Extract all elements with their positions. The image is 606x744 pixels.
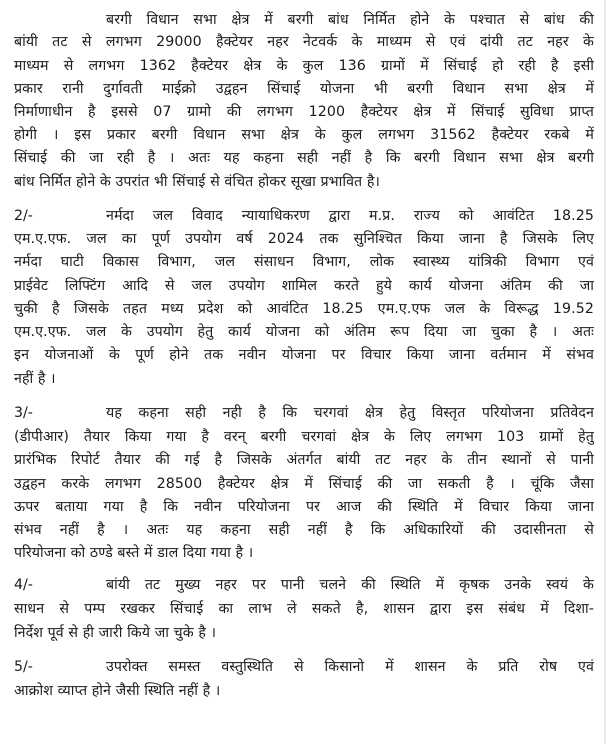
para-2-line-4: प्राईवेट लिफ्टिंग आदि से जल उपयोग शामिल करते हुये कार्य योजना अंतिम की जा	[14, 278, 594, 294]
para-2-number: 2/-	[14, 208, 33, 224]
para-3-line-7: परियोजना को ठण्डे बस्ते में डाल दिया गया है ।	[14, 545, 254, 561]
para-2-line-2: एम.ए.एफ. जल का पूर्ण उपयोग वर्ष 2024 तक सुनिश्चित किया जाना है जिसके लिए	[14, 231, 594, 247]
para-1-line-4: प्रकार रानी दुर्गावती माईक्रो उद्वहन सिंचाई योजना भी बरगी विधान सभा क्षेत्र में	[14, 81, 594, 97]
para-3-number: 3/-	[14, 405, 33, 421]
para-1-line-8: बांध निर्मित होने के उपरांत भी सिंचाई से वंचित होकर सूखा प्रभावित है।	[14, 174, 380, 190]
para-3-line-1: यह कहना सही नही है कि चरगवां क्षेत्र हेतु विस्तृत परियोजना प्रतिवेदन	[106, 405, 594, 421]
para-5-line-2: आक्रोश व्याप्त होने जैसी स्थिति नहीं है ।	[14, 683, 221, 699]
para-4-line-3: निर्देश पूर्व से ही जारी किये जा चुके है ।	[14, 625, 217, 641]
para-1-line-2: बांयी तट से लगभग 29000 हैक्टेयर नहर नेटवर्क के माध्यम से एवं दांयी तट नहर के	[14, 34, 594, 50]
para-3-line-6: संभव नहीं है । अतः यह कहना सही नहीं है कि अधिकारियों की उदासीनता से	[14, 522, 594, 538]
para-5-line-1: उपरोक्त समस्त वस्तुस्थिति से किसानो में शासन के प्रति रोष एवं	[106, 659, 594, 675]
para-3-line-2: (डीपीआर) तैयार किया गया है वरन् बरगी चरगवां क्षेत्र के लिए लगभग 103 ग्रामों हेतु	[14, 429, 594, 445]
para-1-line-3: माध्यम से लगभग 1362 हैक्टेयर क्षेत्र के कुल 136 ग्रामों में सिंचाई हो रही है इसी	[14, 58, 594, 74]
para-1-line-6: होगी । इस प्रकार बरगी विधान सभा क्षेत्र के कुल लगभग 31562 हैक्टेयर रकबे में	[14, 127, 594, 143]
para-4-number: 4/-	[14, 577, 33, 593]
para-2-line-3: नर्मदा घाटी विकास विभाग, जल संसाधन विभाग, लोक स्वास्थ्य यांत्रिकी विभाग एवं	[14, 254, 594, 270]
para-3-line-5: ऊपर बताया गया है कि नवीन परियोजना पर आज की स्थिति में विचार किया जाना	[14, 499, 594, 515]
para-4-line-1: बांयी तट मुख्य नहर पर पानी चलने की स्थिति में कृषक उनके स्वयं के	[106, 577, 594, 593]
para-1-line-5: निर्माणाधीन है इससे 07 ग्रामो की लगभग 1200 हैक्टेयर क्षेत्र में सिंचाई सुविधा प्राप्त	[14, 104, 594, 120]
para-2-line-8: नहीं है ।	[14, 371, 56, 387]
para-2-line-1: नर्मदा जल विवाद न्यायाधिकरण द्वारा म.प्र. राज्य को आवंटित 18.25	[106, 208, 594, 224]
para-2-line-6: एम.ए.एफ. जल के उपयोग हेतु कार्य योजना को अंतिम रूप दिया जा चुका है । अतः	[14, 324, 594, 340]
para-2-line-7: इन योजनाओं के पूर्ण होने तक नवीन योजना पर विचार किया जाना वर्तमान में संभव	[14, 347, 594, 363]
para-3-line-4: उद्वहन करके लगभग 28500 हैक्टेयर क्षेत्र में सिंचाई की जा सकती है । चूंकि जैसा	[14, 476, 594, 492]
para-4-line-2: साधन से पम्प रखकर सिंचाई का लाभ ले सकते है, शासन द्वारा इस संबंध में दिशा-	[14, 601, 594, 617]
para-5-number: 5/-	[14, 659, 33, 675]
para-2-line-5: चुकी है जिसके तहत मध्य प्रदेश को आवंटित 18.25 एम.ए.एफ जल के विरूद्ध 19.52	[14, 301, 594, 317]
para-1-line-7: सिंचाई की जा रही है । अतः यह कहना सही नहीं है कि बरगी विधान सभा क्षेत्र बरगी	[14, 150, 594, 166]
para-3-line-3: प्रारंभिक रिपोर्ट तैयार की गई है जिसके अंतर्गत बांयी तट नहर के तीन स्थानों से पानी	[14, 452, 594, 468]
para-1-line-1: बरगी विधान सभा क्षेत्र में बरगी बांध निर्मित होने के पश्चात से बांध की	[106, 12, 594, 28]
